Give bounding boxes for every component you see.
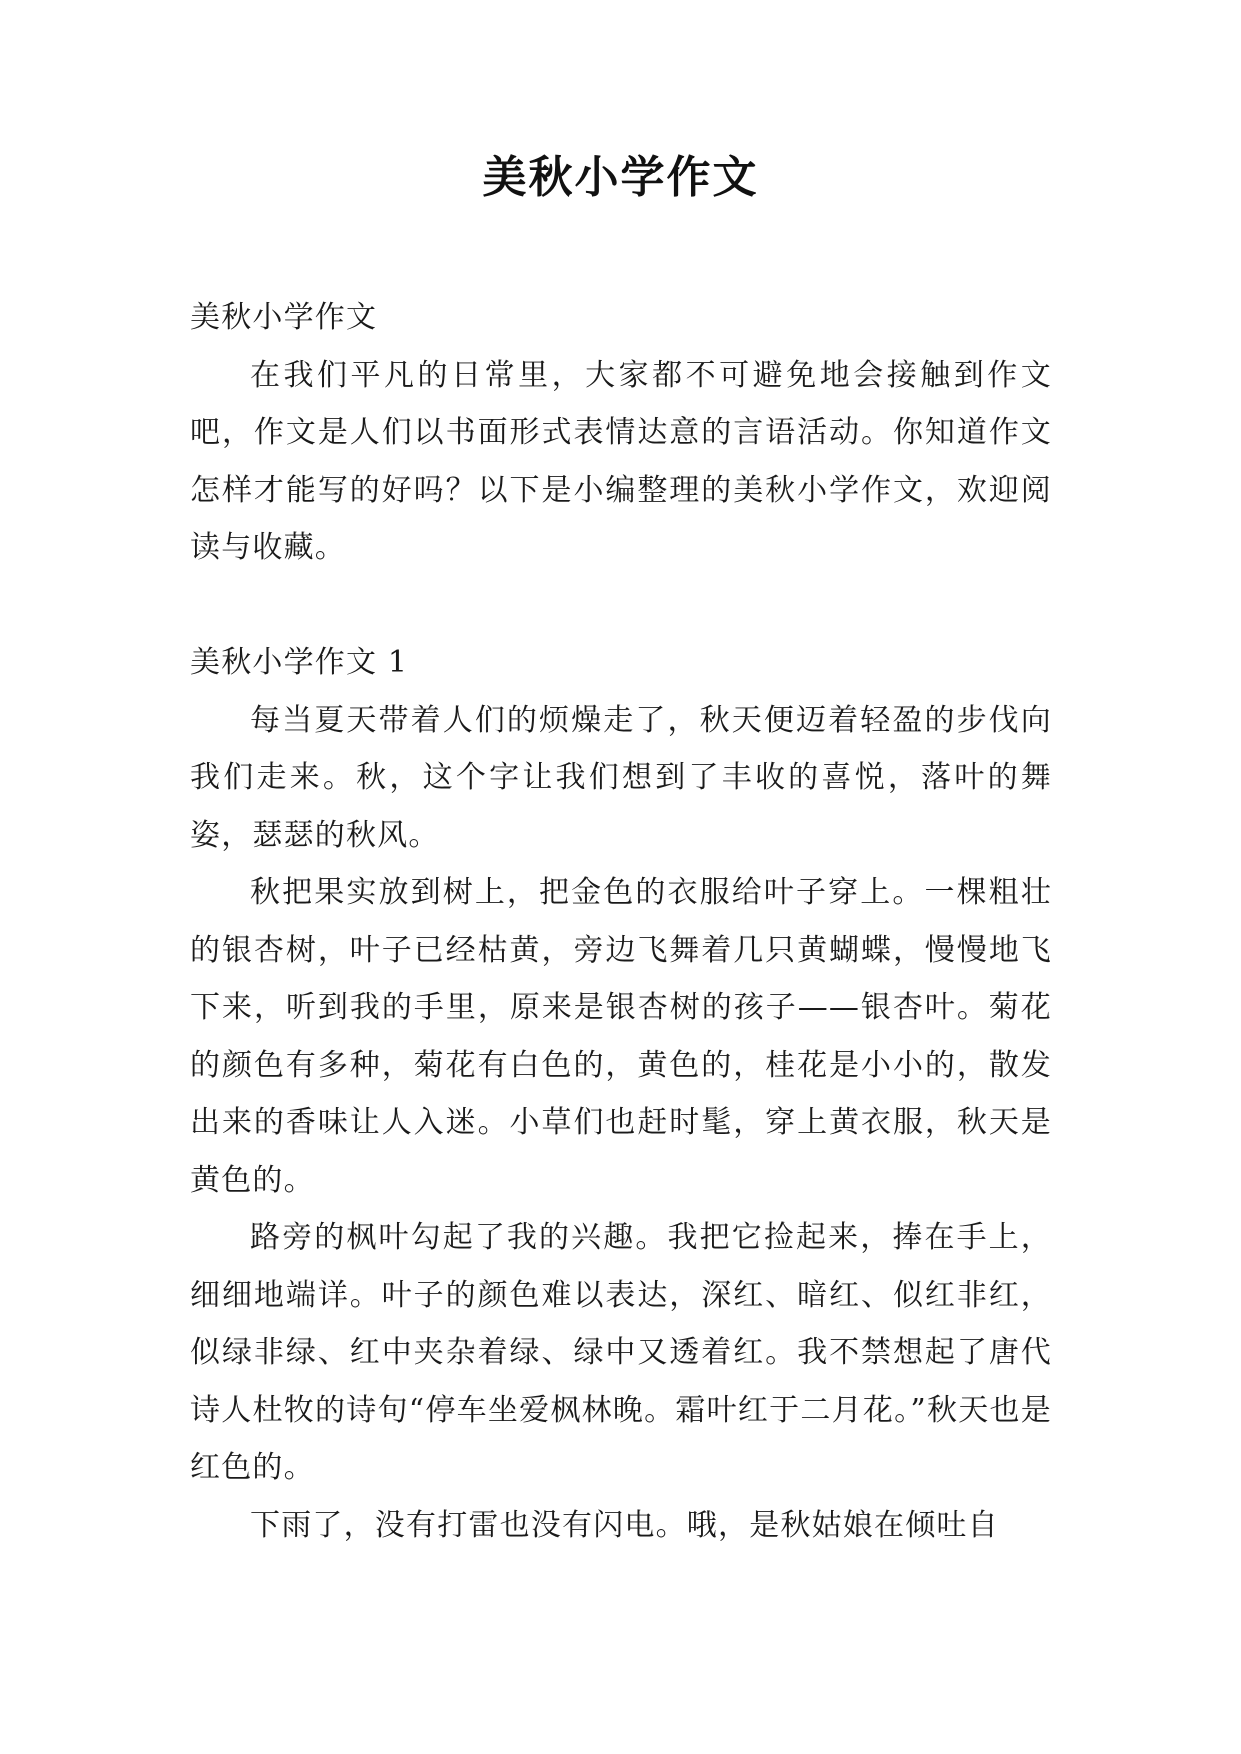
section-heading: 美秋小学作文: [190, 300, 378, 335]
document-body: [190, 289, 1052, 1554]
essay-1-paragraph-3: 路旁的枫叶勾起了我的兴趣。我把它捡起来，捧在手上，细细地端详。叶子的颜色难以表达，深红、暗红、似红非红，似绿非绿、红中夹杂着绿、绿中又透着红。我不禁想起了唐代诗人杜牧的诗句“停车坐爱枫林晚。霜叶红于二月花。”秋天也是红色的。: [190, 1220, 1052, 1485]
essay-1-paragraph-4: 下雨了，没有打雷也没有闪电。哦，是秋姑娘在倾吐自: [250, 1507, 999, 1543]
essay-1-heading: 美秋小学作文 1: [190, 645, 409, 680]
paragraph-spacer: [190, 577, 1052, 635]
essay-1-paragraph-2: 秋把果实放到树上，把金色的衣服给叶子穿上。一棵粗壮的银杏树，叶子已经枯黄，旁边飞舞着几只黄蝴蝶，慢慢地飞下来，听到我的手里，原来是银杏树的孩子——银杏叶。菊花的颜色有多种，菊花有白色的，黄色的，桂花是小小的，散发出来的香味让人入迷。小草们也赶时髦，穿上黄衣服，秋天是黄色的。: [190, 875, 1052, 1198]
essay-1-paragraph-1: 每当夏天带着人们的烦燥走了，秋天便迈着轻盈的步伐向我们走来。秋，这个字让我们想到了丰收的喜悦，落叶的舞姿，瑟瑟的秋风。: [190, 702, 1052, 853]
document-title: 美秋小学作文: [482, 152, 759, 203]
intro-paragraph: 在我们平凡的日常里，大家都不可避免地会接触到作文吧，作文是人们以书面形式表情达意的言语活动。你知道作文怎样才能写的好吗？以下是小编整理的美秋小学作文，欢迎阅读与收藏。: [190, 357, 1052, 565]
